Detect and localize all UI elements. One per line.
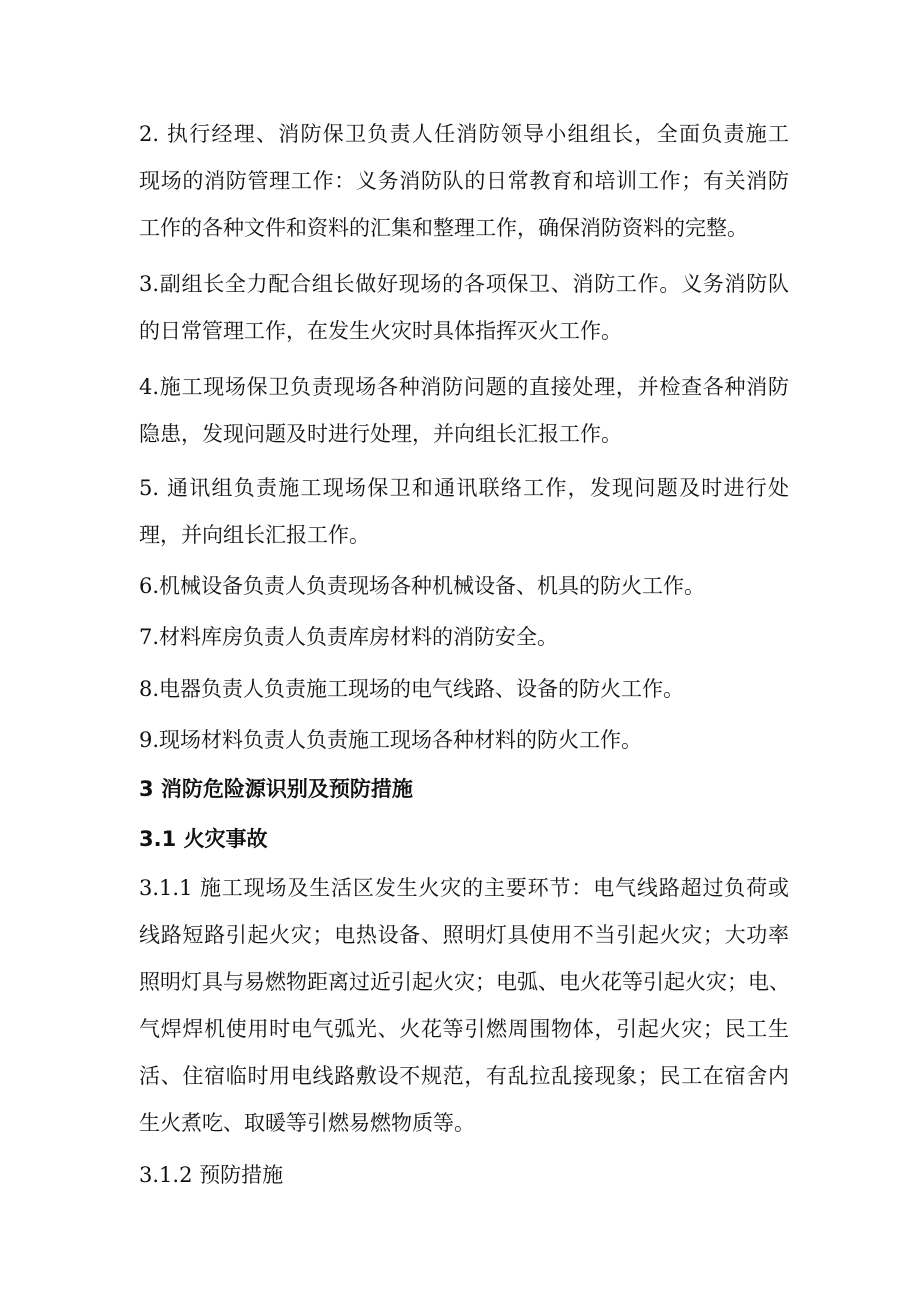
paragraph-item-5 <box>139 465 789 559</box>
paragraph-line: 3.1.1 施工现场及生活区发生火灾的主要环节：电气线路超过负荷或 <box>139 876 789 900</box>
paragraph-line: 生火煮吃、取暖等引燃易燃物质等。 <box>139 1111 475 1135</box>
paragraph-line: 9.现场材料负责人负责施工现场各种材料的防火工作。 <box>139 728 643 752</box>
paragraph-line: 现场的消防管理工作：义务消防队的日常教育和培训工作；有关消防 <box>139 169 789 193</box>
paragraph-item-6 <box>139 563 789 610</box>
paragraph-line: 线路短路引起火灾；电热设备、照明灯具使用不当引起火灾；大功率 <box>139 923 789 947</box>
paragraph-line: 活、住宿临时用电线路敷设不规范，有乱拉乱接现象；民工在宿舍内 <box>139 1064 789 1088</box>
paragraph-line: 的日常管理工作，在发生火灾时具体指挥灭火工作。 <box>139 319 622 343</box>
section-heading-3-1: 3.1 火灾事故 <box>139 827 268 851</box>
paragraph-line: 4.施工现场保卫负责现场各种消防问题的直接处理，并检查各种消防 <box>139 375 789 399</box>
paragraph-line: 6.机械设备负责人负责现场各种机械设备、机具的防火工作。 <box>139 574 706 598</box>
paragraph-line: 气焊焊机使用时电气弧光、火花等引燃周围物体，引起火灾；民工生 <box>139 1017 789 1041</box>
paragraph-line: 7.材料库房负责人负责库房材料的消防安全。 <box>139 625 559 649</box>
paragraph-line: 8.电器负责人负责施工现场的电气线路、设备的防火工作。 <box>139 677 685 701</box>
paragraph-item-2 <box>139 111 789 252</box>
subsection-title: 3.1.2 预防措施 <box>139 1163 284 1187</box>
paragraph-line: 2. 执行经理、消防保卫负责人任消防领导小组组长，全面负责施工 <box>139 122 789 146</box>
paragraph-item-3 <box>139 261 789 355</box>
paragraph-item-9 <box>139 717 789 764</box>
paragraph-item-7 <box>139 614 789 661</box>
paragraph-item-4 <box>139 364 789 458</box>
section-heading-3: 3 消防危险源识别及预防措施 <box>139 777 413 801</box>
paragraph-line: 工作的各种文件和资料的汇集和整理工作，确保消防资料的完整。 <box>139 216 748 240</box>
paragraph-line: 照明灯具与易燃物距离过近引起火灾；电弧、电火花等引起火灾；电、 <box>139 970 790 994</box>
section-3-1-1-paragraph <box>139 865 789 1147</box>
paragraph-line: 5. 通讯组负责施工现场保卫和通讯联络工作，发现问题及时进行处 <box>139 476 789 500</box>
section-3-1-2-title <box>139 1152 789 1199</box>
paragraph-item-8 <box>139 666 789 713</box>
paragraph-line: 隐患，发现问题及时进行处理，并向组长汇报工作。 <box>139 422 622 446</box>
paragraph-line: 3.副组长全力配合组长做好现场的各项保卫、消防工作。义务消防队 <box>139 272 789 296</box>
paragraph-line: 理，并向组长汇报工作。 <box>139 523 370 547</box>
